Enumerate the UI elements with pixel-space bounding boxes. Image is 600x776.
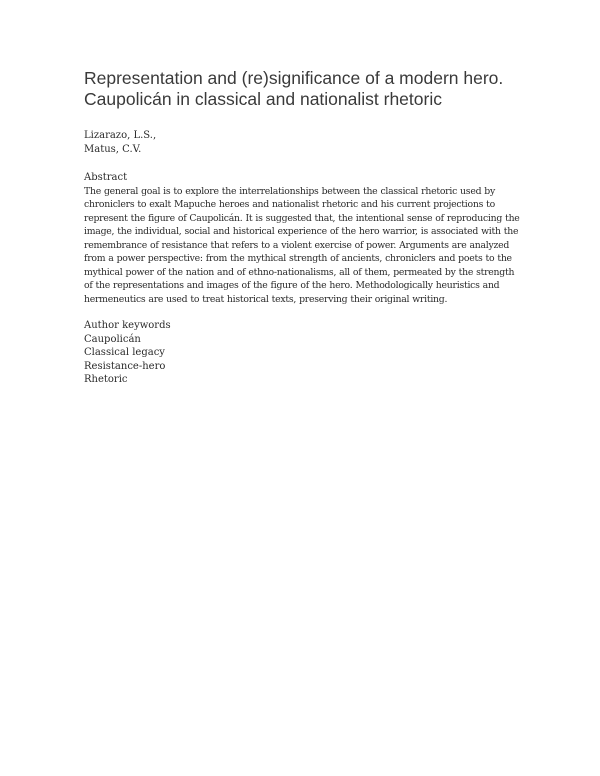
- abstract-heading: Abstract: [84, 172, 128, 183]
- paper-title-line-2: Caupolicán in classical and nationalist rhetoric: [84, 89, 442, 109]
- keywords-section: [84, 319, 524, 387]
- keyword-item: Resistance-hero: [84, 360, 166, 372]
- keyword-item: Classical legacy: [84, 347, 165, 358]
- paper-title-line-1: Representation and (re)significance of a modern hero.: [84, 68, 504, 88]
- author-list: [84, 129, 524, 157]
- abstract-section: [84, 171, 524, 306]
- keyword-item: Caupolicán: [84, 333, 141, 345]
- author-1: Lizarazo, L.S.,: [84, 130, 157, 141]
- abstract-body: The general goal is to explore the interrelationships between the classical rhetoric used by chroniclers to exalt Mapuche heroes and nationalist rhetoric and his current projections to represent the figure of Caupolicán. It is suggested that, the intentional sense of reproducing the image, the individual, social and historical experience of the hero warrior, is associated with the remembrance of resistance that refers to a violent exercise of power. Arguments are analyzed from a power perspective: from the mythical strength of ancients, chroniclers and poets to the mythical power of the nation and of ethno-nationalisms, all of them, permeated by the strength of the representations and images of the figure of the hero. Methodologically heuristics and hermeneutics are used to treat historical texts, preserving their original writing.: [84, 185, 520, 305]
- paper-title: [84, 68, 524, 110]
- keywords-heading: Author keywords: [84, 320, 171, 331]
- keyword-item: Rhetoric: [84, 374, 128, 385]
- document-content: [84, 68, 524, 387]
- author-2: Matus, C.V.: [84, 144, 142, 155]
